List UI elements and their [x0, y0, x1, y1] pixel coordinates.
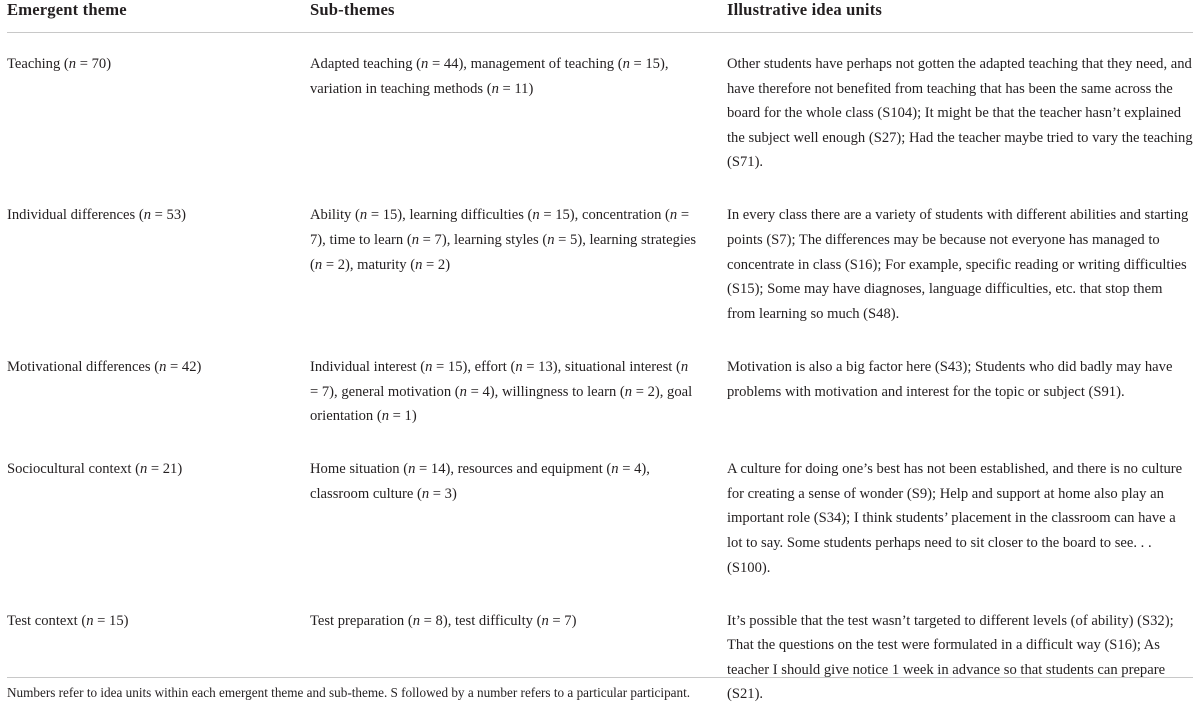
table-bottom-rule [7, 677, 1193, 678]
table-row [7, 33, 1193, 185]
table-row [7, 336, 1193, 438]
cell-sub-themes: Test preparation (n = 8), test difficulty (n = 7) [310, 590, 727, 717]
cell-sub-themes: Ability (n = 15), learning difficulties (n = 15), concentration (n = 7), time to learn (n = 7), learning styles (n = 5), learning strategies (n = 2), maturity (n = 2) [310, 185, 727, 336]
table-header [7, 0, 1193, 33]
table-note: Numbers refer to idea units within each emergent theme and sub-theme. S followed by a number refers to a particular participant. [7, 683, 1193, 702]
cell-illustrative-idea-units: In every class there are a variety of students with different abilities and starting points (S7); The differences may be because not everyone has managed to concentrate in class (S16); For example, specific reading or writing difficulties (S15); Some may have diagnoses, language difficulties, etc. that stop them from learning so much (S48). [727, 185, 1193, 336]
column-header-illustrative-idea-units: Illustrative idea units [727, 0, 1193, 33]
cell-emergent-theme: Individual differences (n = 53) [7, 185, 310, 336]
column-header-emergent-theme: Emergent theme [7, 0, 310, 33]
cell-illustrative-idea-units: Other students have perhaps not gotten the adapted teaching that they need, and have therefore not benefited from teaching that has been the same across the board for the whole class (S104); It might be that the teacher hasn’t explained the subject well enough (S27); Had the teacher maybe tried to vary the teaching (S71). [727, 33, 1193, 185]
cell-illustrative-idea-units: Motivation is also a big factor here (S43); Students who did badly may have problems with motivation and interest for the topic or subject (S91). [727, 336, 1193, 438]
table-header-row [7, 0, 1193, 33]
cell-emergent-theme: Test context (n = 15) [7, 590, 310, 717]
table-row [7, 439, 1193, 590]
cell-emergent-theme: Teaching (n = 70) [7, 33, 310, 185]
emergent-themes-table [7, 0, 1193, 717]
table-row [7, 185, 1193, 336]
cell-illustrative-idea-units: It’s possible that the test wasn’t targeted to different levels (of ability) (S32); That the questions on the test were formulated in a difficult way (S16); As teacher I should give notice 1 week in advance so that students can prepare (S21). [727, 590, 1193, 717]
column-header-sub-themes: Sub-themes [310, 0, 727, 33]
cell-sub-themes: Adapted teaching (n = 44), management of teaching (n = 15), variation in teaching methods (n = 11) [310, 33, 727, 185]
cell-emergent-theme: Sociocultural context (n = 21) [7, 439, 310, 590]
cell-sub-themes: Home situation (n = 14), resources and equipment (n = 4), classroom culture (n = 3) [310, 439, 727, 590]
cell-illustrative-idea-units: A culture for doing one’s best has not been established, and there is no culture for creating a sense of wonder (S9); Help and support at home also play an important role (S34); I think students’ placement in the classroom can have a lot to say. Some students perhaps need to sit closer to the board to see. . . (S100). [727, 439, 1193, 590]
cell-sub-themes: Individual interest (n = 15), effort (n = 13), situational interest (n = 7), general motivation (n = 4), willingness to learn (n = 2), goal orientation (n = 1) [310, 336, 727, 438]
cell-emergent-theme: Motivational differences (n = 42) [7, 336, 310, 438]
table-body [7, 33, 1193, 717]
